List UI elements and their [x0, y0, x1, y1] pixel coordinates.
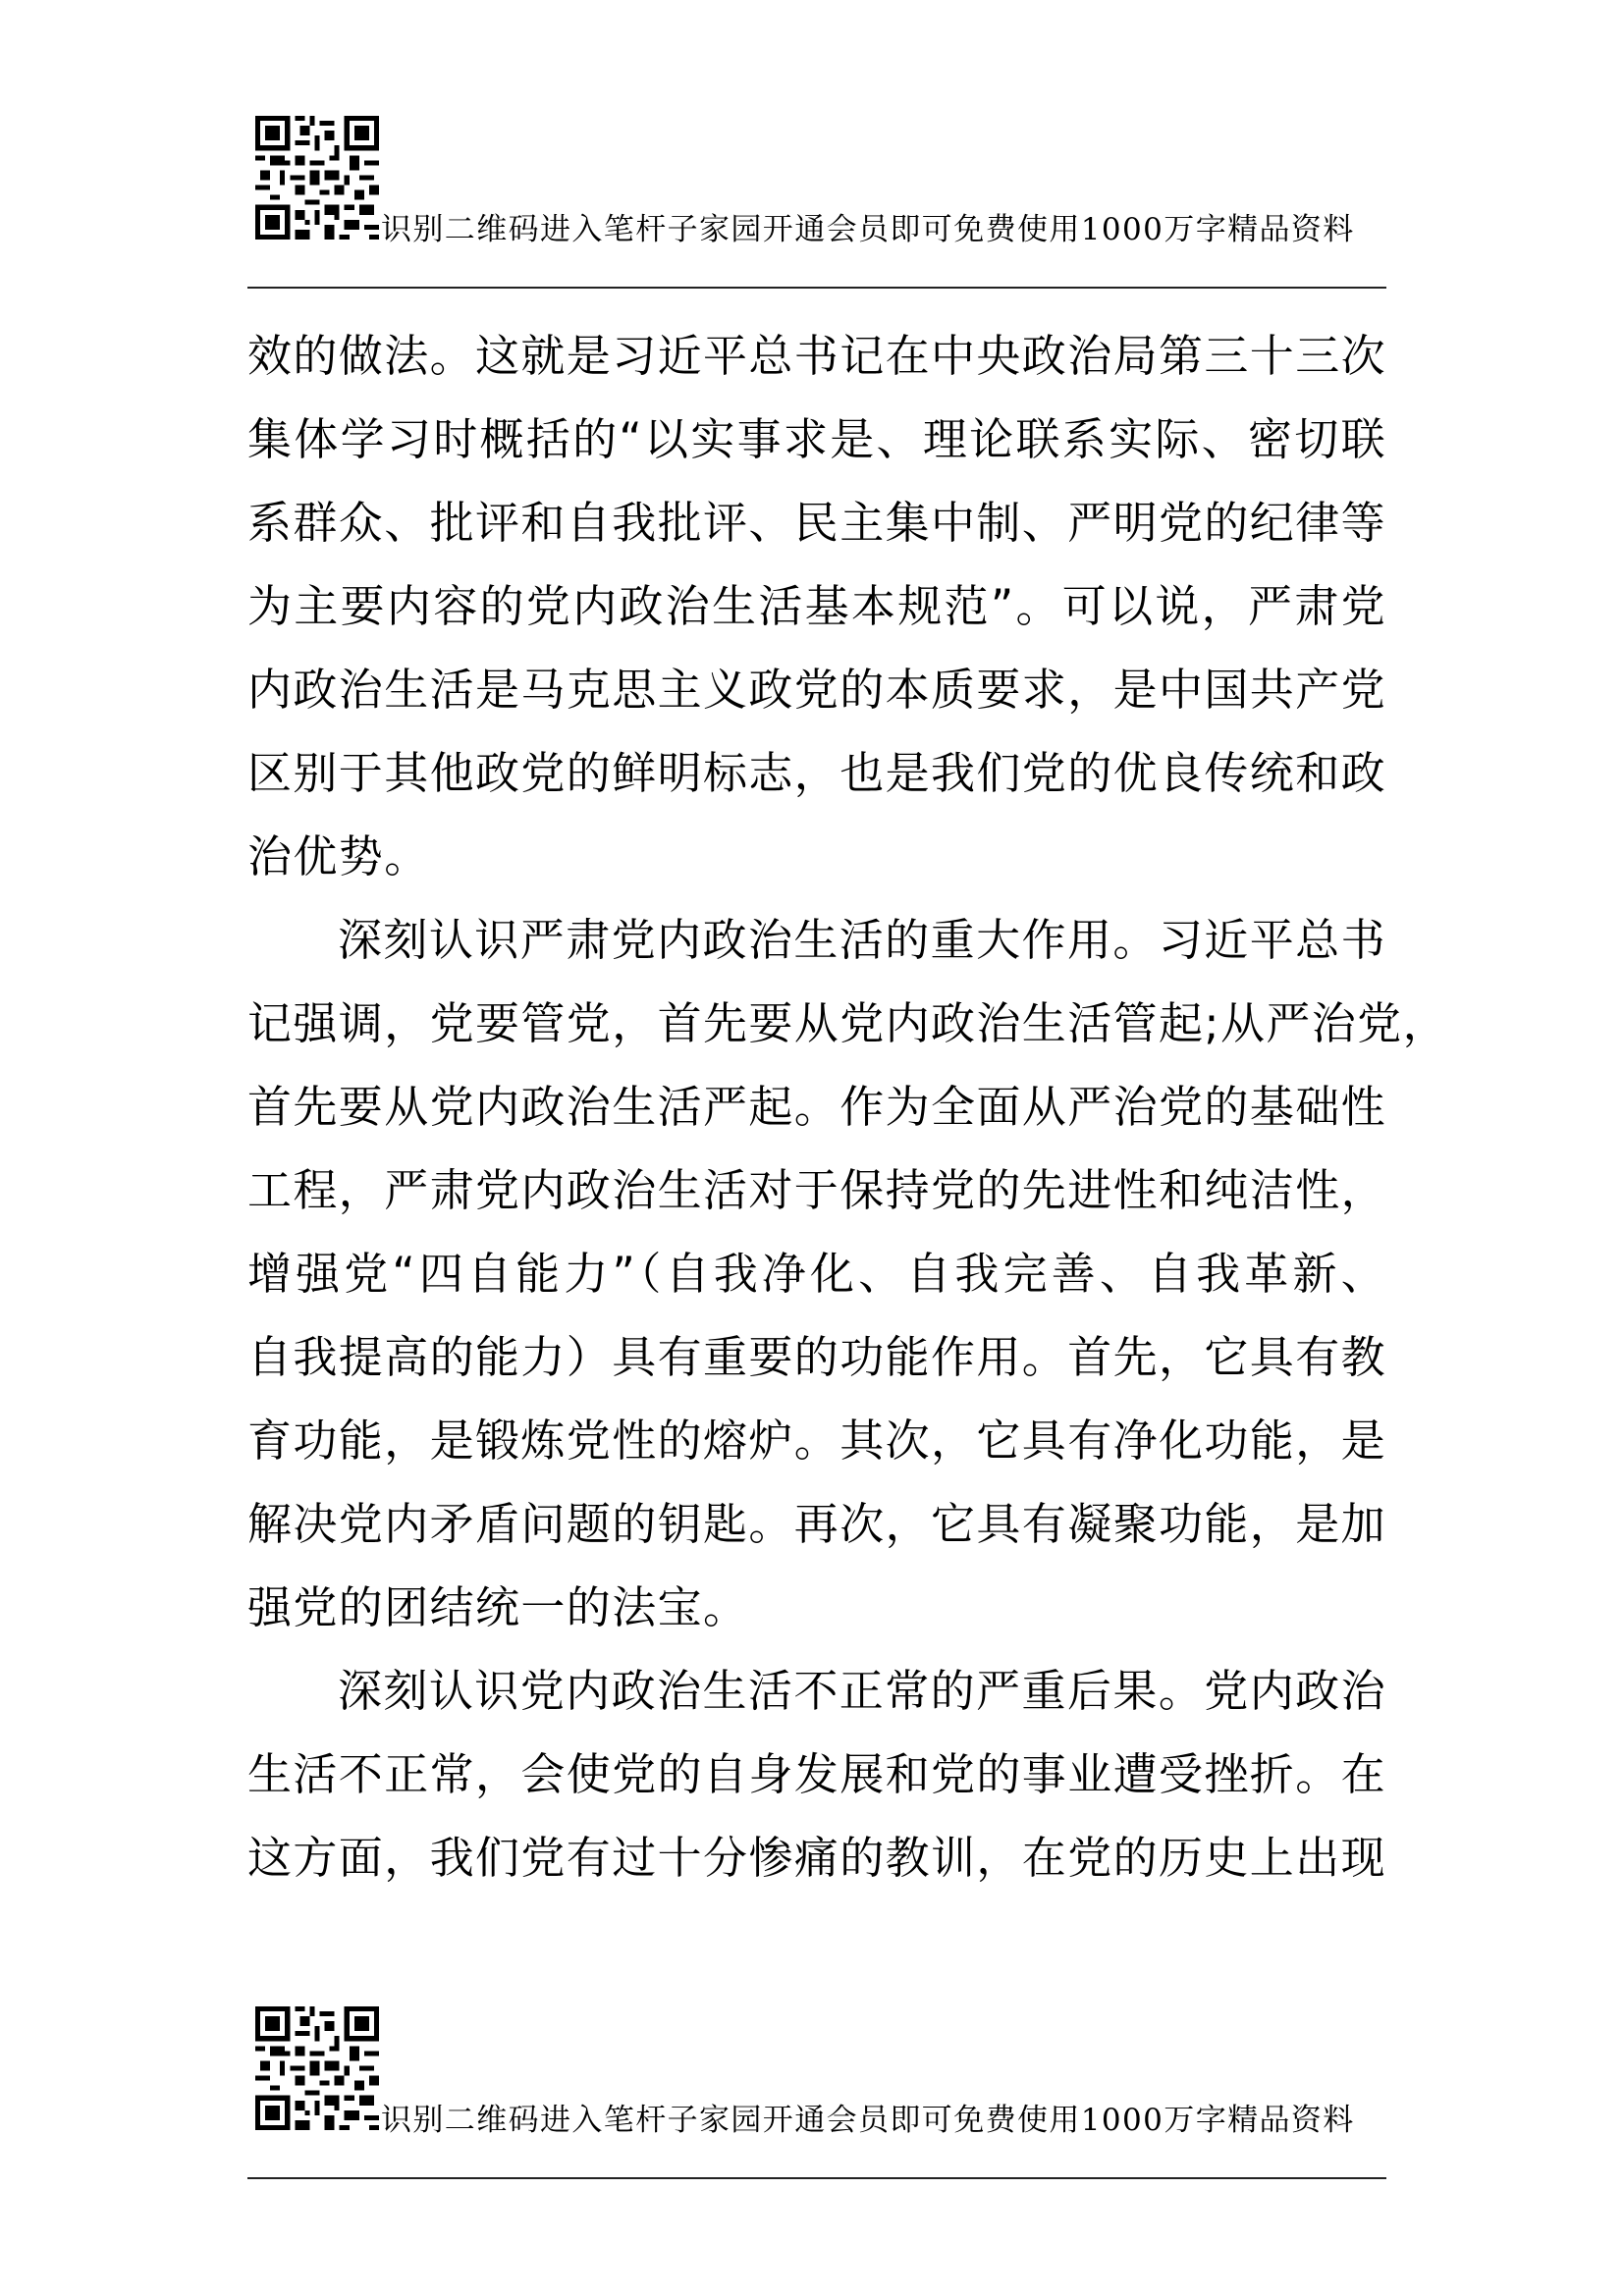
header-divider [247, 287, 1386, 289]
document-body [247, 314, 1448, 1899]
body-line: 增强党“四自能力”（自我净化、自我完善、自我革新、 [247, 1248, 1386, 1300]
body-line: 自我提高的能力）具有重要的功能作用。首先，它具有教 [247, 1331, 1387, 1383]
body-line: 强党的团结统一的法宝。 [247, 1581, 749, 1633]
body-line: 记强调，党要管党，首先要从党内政治生活管起;从严治党， [247, 997, 1448, 1049]
body-line: 系群众、批评和自我批评、民主集中制、严明党的纪律等 [247, 497, 1387, 549]
page-header [247, 116, 1386, 293]
paragraph-start: 深刻认识党内政治生活不正常的严重后果。党内政治 [338, 1665, 1386, 1717]
paragraph-start: 深刻认识严肃党内政治生活的重大作用。习近平总书 [338, 914, 1386, 966]
body-line: 这方面，我们党有过十分惨痛的教训，在党的历史上出现 [247, 1832, 1387, 1884]
qr-code-icon[interactable] [255, 116, 379, 240]
body-line: 生活不正常，会使党的自身发展和党的事业遭受挫折。在 [247, 1748, 1387, 1800]
qr-code-icon[interactable] [255, 2006, 379, 2130]
body-line: 工程，严肃党内政治生活对于保持党的先进性和纯洁性， [247, 1164, 1387, 1216]
body-line: 集体学习时概括的“以实事求是、理论联系实际、密切联 [247, 413, 1386, 465]
body-line: 首先要从党内政治生活严起。作为全面从严治党的基础性 [247, 1081, 1387, 1133]
body-line: 治优势。 [247, 830, 430, 882]
body-line: 效的做法。这就是习近平总书记在中央政治局第三十三次 [247, 330, 1387, 382]
footer-promo-text: 识别二维码进入笔杆子家园开通会员即可免费使用1000万字精品资料 [381, 2103, 1355, 2138]
footer-divider [247, 2177, 1386, 2179]
body-line: 为主要内容的党内政治生活基本规范”。可以说，严肃党 [247, 580, 1386, 632]
body-line: 内政治生活是马克思主义政党的本质要求，是中国共产党 [247, 664, 1387, 716]
header-promo-text: 识别二维码进入笔杆子家园开通会员即可免费使用1000万字精品资料 [381, 212, 1355, 247]
body-line: 解决党内矛盾问题的钥匙。再次，它具有凝聚功能，是加 [247, 1498, 1387, 1550]
page-footer [247, 2006, 1386, 2183]
body-line: 育功能，是锻炼党性的熔炉。其次，它具有净化功能，是 [247, 1415, 1387, 1467]
body-line: 区别于其他政党的鲜明标志，也是我们党的优良传统和政 [247, 747, 1387, 799]
